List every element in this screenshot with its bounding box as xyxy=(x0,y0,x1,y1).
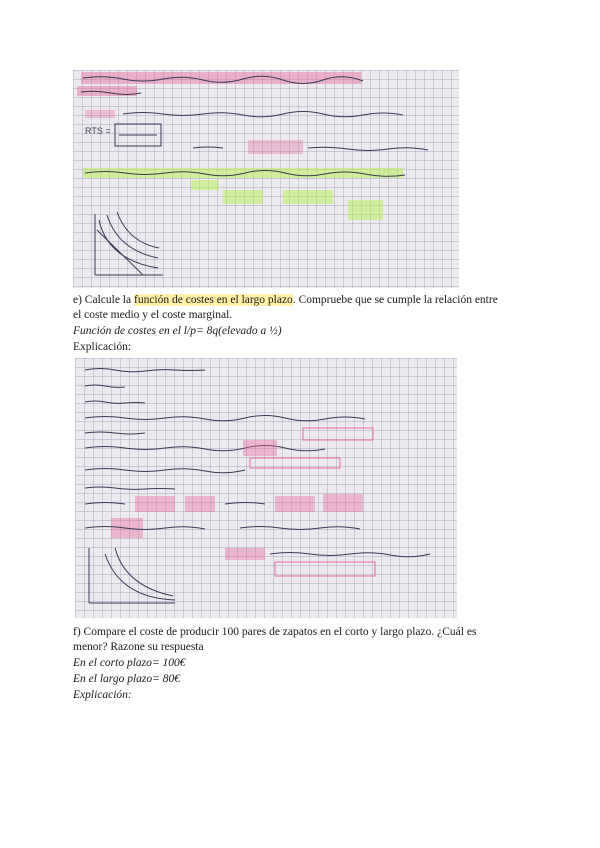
handwritten-notes-photo-rts xyxy=(73,70,459,288)
answer-f-long-run: En el largo plazo= 80€ xyxy=(73,673,180,685)
question-e-line-2: el coste medio y el coste marginal. xyxy=(73,309,233,321)
explanation-label-f: Explicación: xyxy=(73,689,132,701)
question-e-line-1 xyxy=(73,293,498,307)
question-f-line-1: f) Compare el coste de producir 100 pares de zapatos en el corto y largo plazo. ¿Cuál es xyxy=(73,626,477,638)
svg-text:RTS =: RTS = xyxy=(85,126,111,136)
answer-e: Función de costes en el l/p= 8q(elevado a ½) xyxy=(73,325,282,337)
handwriting-drawing xyxy=(75,358,457,618)
question-e-prefix: e) Calcule la xyxy=(73,294,134,306)
answer-f-short-run: En el corto plazo= 100€ xyxy=(73,657,186,669)
question-e-suffix: . Compruebe que se cumple la relación entre xyxy=(292,294,498,306)
handwritten-notes-photo-cost-function xyxy=(75,358,457,618)
handwriting-drawing xyxy=(73,70,459,288)
question-e-highlight: función de costes en el largo plazo xyxy=(133,294,293,306)
explanation-label-e: Explicación: xyxy=(73,341,132,353)
question-f-line-2: menor? Razone su respuesta xyxy=(73,641,204,653)
